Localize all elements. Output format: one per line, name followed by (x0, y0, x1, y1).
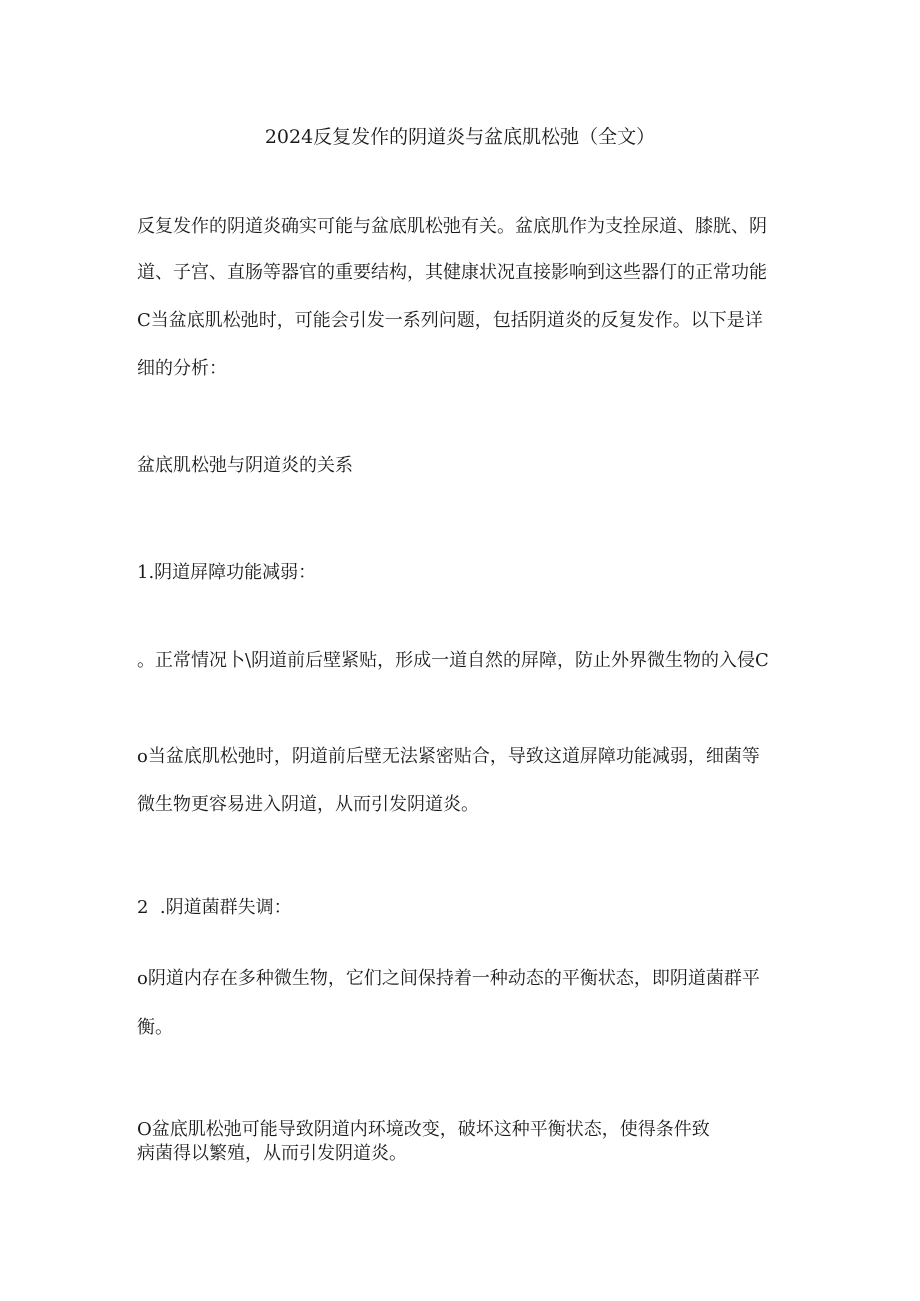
item1-bullet1: 。正常情况卜\阴道前后壁紧贴，形成一道自然的屏障，防止外界微生物的入侵C (137, 650, 769, 671)
item2-bullet1-line1: o阴道内存在多种微生物，它们之间保持着一种动态的平衡状态，即阴道菌群平 (137, 968, 760, 989)
intro-line-1: 反复发作的阴道炎确实可能与盆底肌松弛有关。盆底肌作为支拴尿道、膝胱、阴 (137, 216, 767, 237)
item2-bullet2-line1: O盆底肌松弛可能导致阴道内环境改变，破坏这种平衡状态，使得条件致 (137, 1119, 710, 1140)
intro-line-3: C当盆底肌松弛时，可能会引发一系列问题，包括阴道炎的反复发作。以下是详 (137, 310, 763, 331)
item1-bullet2-line2: 微生物更容易进入阴道，从而引发阴道炎。 (137, 794, 479, 815)
intro-line-4: 细的分析： (137, 358, 227, 379)
section-heading: 盆底肌松弛与阴道炎的关系 (137, 455, 353, 476)
item1-bullet2-line1: o当盆底肌松弛时，阴道前后壁无法紧密贴合，导致这道屏障功能减弱，细菌等 (137, 746, 760, 767)
item2-heading: 2 .阴道菌群失调： (137, 897, 292, 918)
intro-line-2: 道、子宫、直肠等器官的重要结构，其健康状况直接影响到这些器仃的正常功能 (137, 262, 767, 283)
item2-bullet1-line2: 衡。 (137, 1017, 173, 1038)
page-title: 2024反复发作的阴道炎与盆底肌松弛（全文） (264, 126, 656, 148)
item1-heading: 1.阴道屏障功能减弱： (137, 562, 317, 583)
item2-bullet2-line2: 病菌得以繁殖，从而引发阴道炎。 (137, 1143, 407, 1164)
